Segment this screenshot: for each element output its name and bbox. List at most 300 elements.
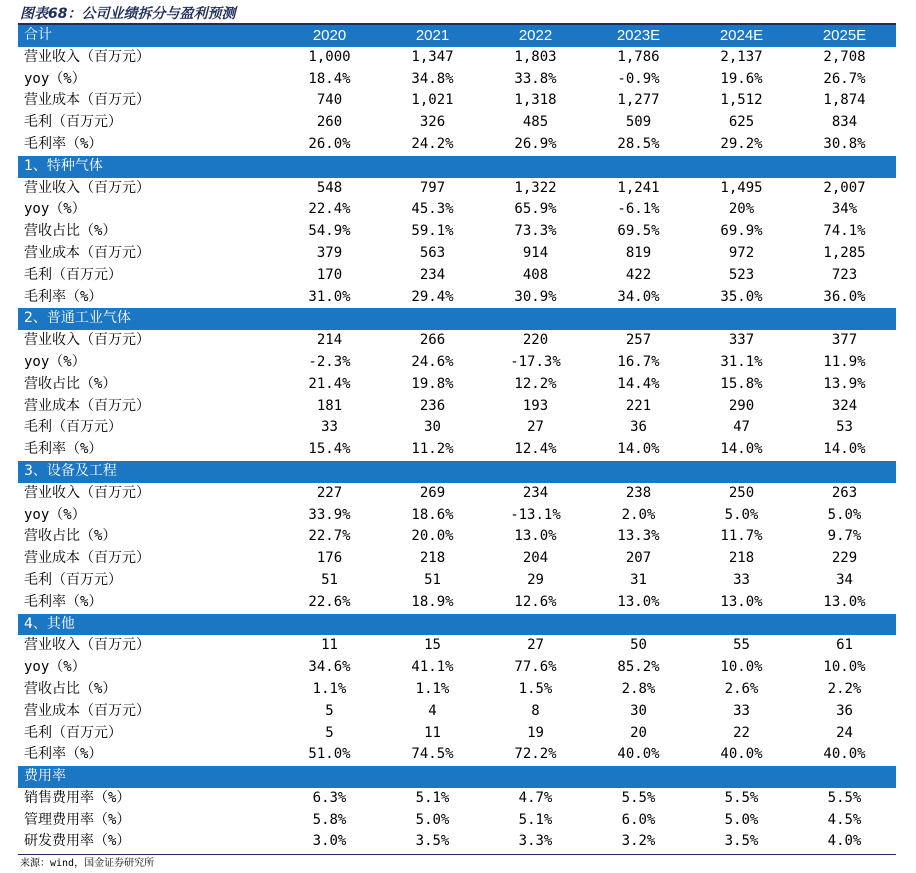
value-cell: 2,137	[720, 48, 763, 65]
value-cell: 250	[728, 484, 755, 501]
year-header-cell	[587, 614, 690, 636]
value-cell: -13.1%	[510, 506, 561, 523]
value-cell: 65.9%	[514, 201, 557, 218]
value-cell: 3.2%	[621, 833, 656, 850]
value-cell: 563	[419, 244, 446, 261]
value-cell: 337	[728, 332, 755, 349]
value-cell: 2,007	[823, 179, 866, 196]
value-cell: 290	[728, 397, 755, 414]
value-cell: 257	[625, 332, 652, 349]
year-header-cell	[793, 308, 896, 330]
value-cell: 73.3%	[514, 223, 557, 240]
value-cell: 269	[419, 484, 446, 501]
value-cell: 2.6%	[724, 680, 759, 697]
year-header-cell	[278, 766, 381, 788]
table-row	[18, 570, 896, 592]
value-cell: 45.3%	[411, 201, 454, 218]
value-cell: 51.0%	[308, 746, 351, 763]
value-cell: 1,495	[720, 179, 763, 196]
table-row	[18, 90, 896, 112]
value-cell: 41.1%	[411, 659, 454, 676]
value-cell: 523	[728, 266, 755, 283]
value-cell: 1,874	[823, 92, 866, 109]
value-cell: 914	[522, 244, 549, 261]
value-cell: 50	[630, 637, 647, 654]
value-cell: 1,021	[411, 92, 454, 109]
year-header-cell	[278, 461, 381, 483]
value-cell: 834	[831, 114, 858, 131]
value-cell: -0.9%	[617, 70, 660, 87]
value-cell: 1,000	[308, 48, 351, 65]
value-cell: 266	[419, 332, 446, 349]
section-label: 合计	[18, 25, 278, 47]
value-cell: 5.5%	[724, 789, 759, 806]
value-cell: 51	[321, 571, 338, 588]
value-cell: 22.4%	[308, 201, 351, 218]
year-header-cell	[690, 308, 793, 330]
value-cell: 30	[424, 419, 441, 436]
year-header-cell	[793, 156, 896, 178]
row-label: 营收占比（%）	[24, 223, 117, 240]
year-header-cell	[690, 156, 793, 178]
row-label: 营业收入（百万元）	[24, 179, 150, 196]
value-cell: 1,512	[720, 92, 763, 109]
value-cell: 204	[522, 550, 549, 567]
value-cell: 36	[630, 419, 647, 436]
value-cell: -17.3%	[510, 353, 561, 370]
value-cell: 34.8%	[411, 70, 454, 87]
value-cell: 260	[316, 114, 343, 131]
value-cell: 5	[325, 702, 334, 719]
value-cell: 6.0%	[621, 811, 656, 828]
year-header-cell	[381, 614, 484, 636]
value-cell: 29	[527, 571, 544, 588]
value-cell: 74.1%	[823, 223, 866, 240]
table-row	[18, 265, 896, 287]
row-label: yoy（%）	[24, 201, 86, 218]
value-cell: 422	[625, 266, 652, 283]
table-row	[18, 635, 896, 657]
value-cell: 234	[419, 266, 446, 283]
value-cell: 3.5%	[724, 833, 759, 850]
value-cell: 509	[625, 114, 652, 131]
value-cell: 4.0%	[827, 833, 862, 850]
year-header-cell	[690, 461, 793, 483]
table-row	[18, 417, 896, 439]
value-cell: 12.4%	[514, 441, 557, 458]
table-row	[18, 592, 896, 614]
year-header-cell	[587, 156, 690, 178]
value-cell: 193	[522, 397, 549, 414]
section-header	[18, 614, 896, 636]
value-cell: 21.4%	[308, 375, 351, 392]
row-label: 营业成本（百万元）	[24, 92, 150, 109]
year-header-cell	[484, 461, 587, 483]
section-label: 费用率	[18, 766, 278, 788]
year-header-cell	[484, 308, 587, 330]
year-header-cell	[278, 308, 381, 330]
value-cell: 1.1%	[415, 680, 450, 697]
table-row	[18, 287, 896, 309]
value-cell: 12.2%	[514, 375, 557, 392]
row-label: 营收占比（%）	[24, 680, 117, 697]
value-cell: 24.2%	[411, 135, 454, 152]
year-header-cell	[793, 614, 896, 636]
value-cell: 1,347	[411, 48, 454, 65]
year-header-cell	[381, 766, 484, 788]
table-row	[18, 483, 896, 505]
value-cell: 214	[316, 332, 343, 349]
value-cell: 379	[316, 244, 343, 261]
value-cell: 77.6%	[514, 659, 557, 676]
row-label: 营业收入（百万元）	[24, 332, 150, 349]
value-cell: 18.9%	[411, 593, 454, 610]
value-cell: 13.0%	[823, 593, 866, 610]
value-cell: 723	[831, 266, 858, 283]
value-cell: 33	[321, 419, 338, 436]
value-cell: 2.2%	[827, 680, 862, 697]
value-cell: 19.6%	[720, 70, 763, 87]
table-row	[18, 47, 896, 69]
value-cell: 18.6%	[411, 506, 454, 523]
value-cell: 69.5%	[617, 223, 660, 240]
value-cell: 11.2%	[411, 441, 454, 458]
year-header-cell	[484, 156, 587, 178]
row-label: 毛利率（%）	[24, 746, 103, 763]
value-cell: 26.7%	[823, 70, 866, 87]
value-cell: 3.3%	[518, 833, 553, 850]
value-cell: 26.0%	[308, 135, 351, 152]
table-row	[18, 439, 896, 461]
year-header-cell	[278, 614, 381, 636]
value-cell: 27	[527, 419, 544, 436]
value-cell: 19	[527, 724, 544, 741]
footer-rule	[18, 854, 896, 855]
section-header	[18, 461, 896, 483]
value-cell: 1,285	[823, 244, 866, 261]
value-cell: 61	[836, 637, 853, 654]
row-label: 销售费用率（%）	[24, 789, 131, 806]
row-label: 管理费用率（%）	[24, 811, 131, 828]
value-cell: 324	[831, 397, 858, 414]
value-cell: 236	[419, 397, 446, 414]
table-row	[18, 744, 896, 766]
year-header-cell	[690, 766, 793, 788]
year-header-cell	[278, 156, 381, 178]
year-header-cell	[381, 461, 484, 483]
value-cell: 85.2%	[617, 659, 660, 676]
value-cell: 5.0%	[724, 811, 759, 828]
value-cell: 5.1%	[415, 789, 450, 806]
table-row	[18, 352, 896, 374]
value-cell: 15	[424, 637, 441, 654]
value-cell: 234	[522, 484, 549, 501]
table-row	[18, 199, 896, 221]
value-cell: 59.1%	[411, 223, 454, 240]
table-row	[18, 831, 896, 853]
value-cell: 36	[836, 702, 853, 719]
table-row	[18, 221, 896, 243]
year-header-cell	[381, 308, 484, 330]
value-cell: 5.8%	[312, 811, 347, 828]
year-header-cell	[587, 766, 690, 788]
value-cell: 47	[733, 419, 750, 436]
value-cell: 15.4%	[308, 441, 351, 458]
section-header	[18, 156, 896, 178]
section-label: 2、普通工业气体	[18, 308, 278, 330]
value-cell: 2.0%	[621, 506, 656, 523]
value-cell: 29.4%	[411, 288, 454, 305]
row-label: 毛利（百万元）	[24, 419, 122, 436]
value-cell: 31	[630, 571, 647, 588]
section-label: 4、其他	[18, 614, 278, 636]
figure-title: 图表68：公司业绩拆分与盈利预测	[20, 6, 236, 22]
value-cell: 13.0%	[617, 593, 660, 610]
value-cell: 8	[531, 702, 540, 719]
row-label: 营业成本（百万元）	[24, 244, 150, 261]
value-cell: 11.7%	[720, 528, 763, 545]
row-label: 营业成本（百万元）	[24, 702, 150, 719]
value-cell: 625	[728, 114, 755, 131]
table-row	[18, 330, 896, 352]
value-cell: 33	[733, 571, 750, 588]
value-cell: 4.5%	[827, 811, 862, 828]
value-cell: 31.1%	[720, 353, 763, 370]
value-cell: 13.3%	[617, 528, 660, 545]
value-cell: 34.6%	[308, 659, 351, 676]
value-cell: 40.0%	[720, 746, 763, 763]
table-body	[18, 25, 896, 853]
value-cell: 28.5%	[617, 135, 660, 152]
value-cell: -6.1%	[617, 201, 660, 218]
value-cell: 1,241	[617, 179, 660, 196]
value-cell: 485	[522, 114, 549, 131]
value-cell: 33.8%	[514, 70, 557, 87]
value-cell: 1,277	[617, 92, 660, 109]
section-header	[18, 25, 896, 47]
table-row	[18, 526, 896, 548]
value-cell: 221	[625, 397, 652, 414]
value-cell: 31.0%	[308, 288, 351, 305]
year-header-cell	[484, 766, 587, 788]
section-header	[18, 308, 896, 330]
value-cell: 797	[419, 179, 446, 196]
value-cell: 27	[527, 637, 544, 654]
value-cell: 34	[836, 571, 853, 588]
value-cell: 377	[831, 332, 858, 349]
value-cell: 1.5%	[518, 680, 553, 697]
year-header-cell: 2021	[381, 25, 484, 47]
year-header-cell: 2025E	[793, 25, 896, 47]
value-cell: 51	[424, 571, 441, 588]
row-label: yoy（%）	[24, 353, 86, 370]
row-label: 营业收入（百万元）	[24, 484, 150, 501]
year-header-cell	[793, 461, 896, 483]
value-cell: 34%	[831, 201, 858, 218]
table-row	[18, 505, 896, 527]
value-cell: 19.8%	[411, 375, 454, 392]
value-cell: 35.0%	[720, 288, 763, 305]
value-cell: 54.9%	[308, 223, 351, 240]
table-row	[18, 679, 896, 701]
value-cell: 40.0%	[617, 746, 660, 763]
row-label: yoy（%）	[24, 506, 86, 523]
value-cell: 5.5%	[621, 789, 656, 806]
value-cell: 2,708	[823, 48, 866, 65]
year-header-cell	[587, 461, 690, 483]
value-cell: 1,322	[514, 179, 557, 196]
row-label: yoy（%）	[24, 659, 86, 676]
value-cell: 13.0%	[514, 528, 557, 545]
value-cell: 6.3%	[312, 789, 347, 806]
table-row	[18, 723, 896, 745]
value-cell: 12.6%	[514, 593, 557, 610]
row-label: 毛利（百万元）	[24, 114, 122, 131]
value-cell: 30	[630, 702, 647, 719]
value-cell: 3.0%	[312, 833, 347, 850]
value-cell: 22	[733, 724, 750, 741]
value-cell: 16.7%	[617, 353, 660, 370]
row-label: 营业成本（百万元）	[24, 397, 150, 414]
value-cell: 5.0%	[724, 506, 759, 523]
source-note: 来源：wind，国金证券研究所	[20, 858, 155, 869]
value-cell: 11.9%	[823, 353, 866, 370]
value-cell: 5	[325, 724, 334, 741]
section-label: 1、特种气体	[18, 156, 278, 178]
value-cell: 20	[630, 724, 647, 741]
value-cell: 227	[316, 484, 343, 501]
row-label: 营业收入（百万元）	[24, 48, 150, 65]
value-cell: 218	[728, 550, 755, 567]
value-cell: 10.0%	[823, 659, 866, 676]
value-cell: 30.9%	[514, 288, 557, 305]
value-cell: 1,318	[514, 92, 557, 109]
table-row	[18, 657, 896, 679]
value-cell: 14.0%	[720, 441, 763, 458]
value-cell: 20.0%	[411, 528, 454, 545]
value-cell: 263	[831, 484, 858, 501]
section-header	[18, 766, 896, 788]
year-header-cell: 2023E	[587, 25, 690, 47]
value-cell: 220	[522, 332, 549, 349]
value-cell: 9.7%	[827, 528, 862, 545]
row-label: 毛利（百万元）	[24, 266, 122, 283]
value-cell: 40.0%	[823, 746, 866, 763]
year-header-cell: 2022	[484, 25, 587, 47]
value-cell: 207	[625, 550, 652, 567]
value-cell: 5.5%	[827, 789, 862, 806]
row-label: 毛利率（%）	[24, 593, 103, 610]
row-label: 毛利率（%）	[24, 135, 103, 152]
value-cell: 15.8%	[720, 375, 763, 392]
value-cell: 4	[428, 702, 437, 719]
value-cell: 55	[733, 637, 750, 654]
value-cell: 53	[836, 419, 853, 436]
row-label: 毛利率（%）	[24, 441, 103, 458]
value-cell: 24.6%	[411, 353, 454, 370]
value-cell: 29.2%	[720, 135, 763, 152]
value-cell: 5.0%	[827, 506, 862, 523]
value-cell: 819	[625, 244, 652, 261]
value-cell: 26.9%	[514, 135, 557, 152]
value-cell: 170	[316, 266, 343, 283]
financial-table	[18, 25, 896, 853]
table-row	[18, 788, 896, 810]
section-label: 3、设备及工程	[18, 461, 278, 483]
value-cell: 69.9%	[720, 223, 763, 240]
year-header-cell: 2020	[278, 25, 381, 47]
value-cell: 176	[316, 550, 343, 567]
value-cell: 181	[316, 397, 343, 414]
row-label: 营收占比（%）	[24, 528, 117, 545]
value-cell: 10.0%	[720, 659, 763, 676]
row-label: 研发费用率（%）	[24, 833, 131, 850]
row-label: yoy（%）	[24, 70, 86, 87]
value-cell: 4.7%	[518, 789, 553, 806]
table-row	[18, 810, 896, 832]
year-header-cell	[690, 614, 793, 636]
table-row	[18, 134, 896, 156]
value-cell: 740	[316, 92, 343, 109]
row-label: 毛利（百万元）	[24, 724, 122, 741]
table-row	[18, 112, 896, 134]
value-cell: 24	[836, 724, 853, 741]
value-cell: 18.4%	[308, 70, 351, 87]
value-cell: 218	[419, 550, 446, 567]
table-row	[18, 548, 896, 570]
table-row	[18, 178, 896, 200]
value-cell: 326	[419, 114, 446, 131]
value-cell: 34.0%	[617, 288, 660, 305]
value-cell: 30.8%	[823, 135, 866, 152]
value-cell: 2.8%	[621, 680, 656, 697]
value-cell: 22.7%	[308, 528, 351, 545]
value-cell: 33.9%	[308, 506, 351, 523]
value-cell: 11	[321, 637, 338, 654]
year-header-cell	[484, 614, 587, 636]
row-label: 毛利率（%）	[24, 288, 103, 305]
value-cell: 408	[522, 266, 549, 283]
value-cell: 14.0%	[617, 441, 660, 458]
row-label: 毛利（百万元）	[24, 571, 122, 588]
year-header-cell	[381, 156, 484, 178]
value-cell: 74.5%	[411, 746, 454, 763]
value-cell: 13.0%	[720, 593, 763, 610]
value-cell: 3.5%	[415, 833, 450, 850]
year-header-cell	[587, 308, 690, 330]
row-label: 营业成本（百万元）	[24, 550, 150, 567]
value-cell: 36.0%	[823, 288, 866, 305]
year-header-cell: 2024E	[690, 25, 793, 47]
value-cell: 5.1%	[518, 811, 553, 828]
table-row	[18, 374, 896, 396]
value-cell: 22.6%	[308, 593, 351, 610]
value-cell: 14.4%	[617, 375, 660, 392]
value-cell: 972	[728, 244, 755, 261]
value-cell: 5.0%	[415, 811, 450, 828]
row-label: 营业收入（百万元）	[24, 637, 150, 654]
value-cell: 14.0%	[823, 441, 866, 458]
table-row	[18, 69, 896, 91]
table-row	[18, 243, 896, 265]
row-label: 营收占比（%）	[24, 375, 117, 392]
value-cell: 33	[733, 702, 750, 719]
value-cell: 229	[831, 550, 858, 567]
table-row	[18, 701, 896, 723]
value-cell: 548	[316, 179, 343, 196]
year-header-cell	[793, 766, 896, 788]
value-cell: -2.3%	[308, 353, 351, 370]
